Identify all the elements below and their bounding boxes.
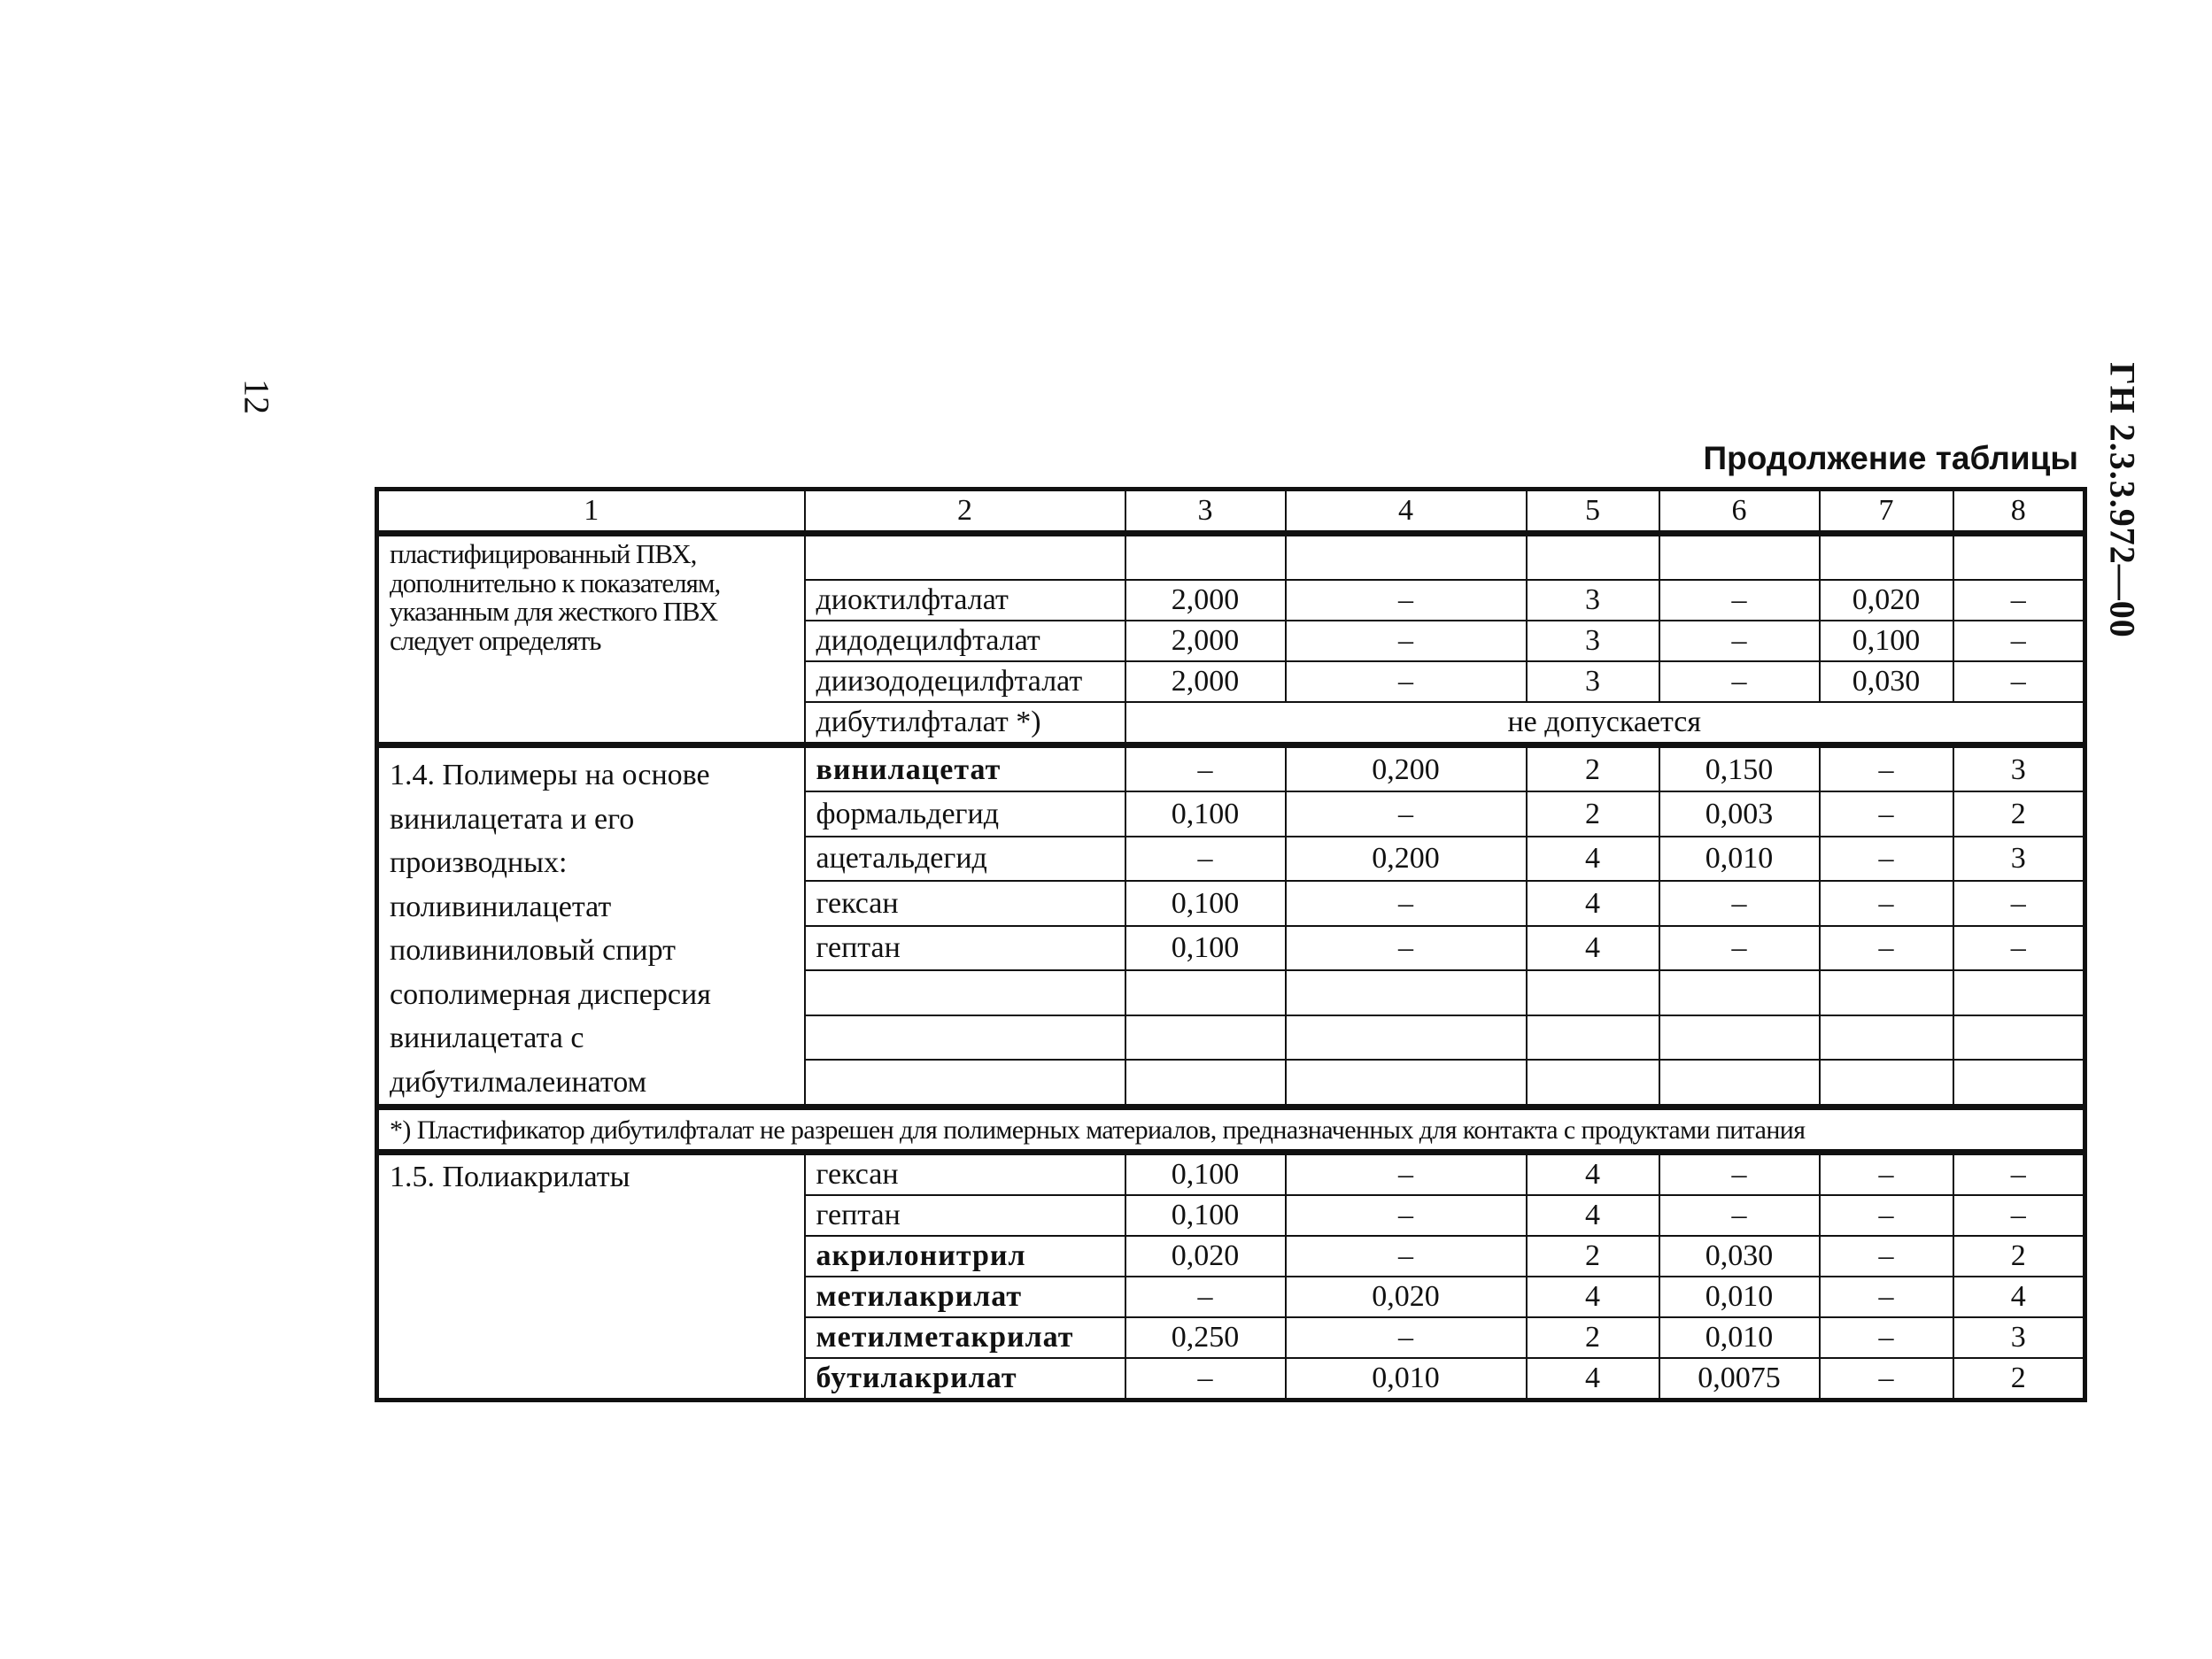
value-cell-c8: 2 [1953, 1358, 2085, 1401]
empty-cell [805, 970, 1125, 1015]
value-cell-c3: 0,100 [1125, 1154, 1286, 1195]
substance-cell: метилакрилат [805, 1277, 1125, 1317]
material-group-cell: 1.5. Полиакрилаты [377, 1154, 805, 1401]
value-cell-c4: 0,020 [1286, 1277, 1527, 1317]
empty-cell [805, 1015, 1125, 1060]
substance-cell: метилметакрилат [805, 1317, 1125, 1358]
substance-cell: дибутилфталат *) [805, 702, 1125, 745]
value-cell-c4: – [1286, 881, 1527, 925]
column-number: 4 [1286, 490, 1527, 533]
substance-cell: акрилонитрил [805, 1236, 1125, 1277]
value-cell-c8: – [1953, 621, 2085, 661]
material-group-line: поливиниловый спирт [390, 934, 676, 967]
empty-cell [1659, 1015, 1820, 1060]
value-cell-c7: 0,100 [1820, 621, 1953, 661]
value-cell-c3: – [1125, 1277, 1286, 1317]
value-cell-c7: – [1820, 837, 1953, 881]
empty-cell [805, 536, 1125, 580]
empty-cell [1286, 536, 1527, 580]
value-cell-c8: 3 [1953, 837, 2085, 881]
value-cell-c7: 0,030 [1820, 661, 1953, 702]
value-cell-c4: – [1286, 1195, 1527, 1236]
table-row [377, 536, 2085, 580]
value-cell-c7: 0,020 [1820, 580, 1953, 621]
value-cell-c5: 4 [1527, 1277, 1659, 1317]
material-group-line: поливинилацетат [390, 890, 612, 923]
value-cell-c6: 0,003 [1659, 791, 1820, 836]
empty-cell [1820, 970, 1953, 1015]
value-cell-c6: 0,010 [1659, 1317, 1820, 1358]
value-cell-c3: 0,250 [1125, 1317, 1286, 1358]
page-number: 12 [236, 379, 277, 414]
empty-cell [1286, 1060, 1527, 1106]
value-cell-c7: – [1820, 1236, 1953, 1277]
substance-cell: гексан [805, 881, 1125, 925]
empty-cell [805, 1060, 1125, 1106]
value-cell-c6: – [1659, 881, 1820, 925]
value-cell-c6: – [1659, 661, 1820, 702]
value-cell-c8: 3 [1953, 1317, 2085, 1358]
empty-cell [1125, 1060, 1286, 1106]
value-cell-c8: 4 [1953, 1277, 2085, 1317]
value-cell-c3: 2,000 [1125, 661, 1286, 702]
value-cell-c4: – [1286, 661, 1527, 702]
value-cell-c4: – [1286, 621, 1527, 661]
value-cell-c3: 2,000 [1125, 580, 1286, 621]
empty-cell [1125, 970, 1286, 1015]
empty-cell [1527, 1060, 1659, 1106]
value-cell-c6: – [1659, 926, 1820, 970]
value-cell-c3: 0,100 [1125, 881, 1286, 925]
value-cell-c5: 2 [1527, 1317, 1659, 1358]
column-number: 1 [377, 490, 805, 533]
value-cell-c4: – [1286, 791, 1527, 836]
value-cell-c8: 2 [1953, 1236, 2085, 1277]
value-cell-c5: 4 [1527, 881, 1659, 925]
value-cell-c4: – [1286, 1317, 1527, 1358]
substance-cell: бутилакрилат [805, 1358, 1125, 1401]
value-cell-c7: – [1820, 747, 1953, 791]
footnote-cell: *) Пластификатор дибутилфталат не разрешен для полимерных материалов, предназначенных для контакта с продуктами питания [377, 1109, 2085, 1152]
value-cell-c7: – [1820, 926, 1953, 970]
value-cell-c5: 4 [1527, 926, 1659, 970]
value-cell-c5: 4 [1527, 837, 1659, 881]
hygiene-standards-table [375, 487, 2087, 1402]
value-cell-c3: 0,020 [1125, 1236, 1286, 1277]
substance-cell: винилацетат [805, 747, 1125, 791]
column-number: 6 [1659, 490, 1820, 533]
value-cell-c8: – [1953, 1195, 2085, 1236]
value-cell-c4: 0,010 [1286, 1358, 1527, 1401]
value-cell-c8: – [1953, 1154, 2085, 1195]
value-cell-c5: 3 [1527, 621, 1659, 661]
value-cell-c6: – [1659, 621, 1820, 661]
empty-cell [1125, 1015, 1286, 1060]
substance-cell: дидодецилфталат [805, 621, 1125, 661]
value-cell-c6: 0,150 [1659, 747, 1820, 791]
empty-cell [1953, 536, 2085, 580]
empty-cell [1953, 1060, 2085, 1106]
value-cell-c4: 0,200 [1286, 837, 1527, 881]
material-group-line: сополимерная дисперсия [390, 977, 711, 1011]
material-group-line: винилацетата и его [390, 802, 635, 836]
value-cell-c3: 0,100 [1125, 791, 1286, 836]
document-code: ГН 2.3.3.972—00 [2102, 362, 2143, 638]
value-cell-c3: 0,100 [1125, 926, 1286, 970]
value-cell-c5: 4 [1527, 1358, 1659, 1401]
value-cell-c5: 2 [1527, 791, 1659, 836]
substance-cell: гексан [805, 1154, 1125, 1195]
empty-cell [1527, 536, 1659, 580]
empty-cell [1286, 1015, 1527, 1060]
value-cell-c7: – [1820, 1195, 1953, 1236]
value-cell-c8: – [1953, 881, 2085, 925]
value-cell-c3: – [1125, 1358, 1286, 1401]
value-cell-c4: – [1286, 926, 1527, 970]
value-cell-c5: 4 [1527, 1154, 1659, 1195]
value-cell-c7: – [1820, 1154, 1953, 1195]
value-cell-c3: – [1125, 747, 1286, 791]
empty-cell [1125, 536, 1286, 580]
column-number-row [377, 490, 2085, 533]
column-number: 7 [1820, 490, 1953, 533]
value-cell-c5: 2 [1527, 1236, 1659, 1277]
footnote-row [377, 1109, 2085, 1152]
value-cell-c8: 3 [1953, 747, 2085, 791]
value-cell-c3: 2,000 [1125, 621, 1286, 661]
value-cell-c6: – [1659, 1195, 1820, 1236]
value-cell-c6: 0,010 [1659, 1277, 1820, 1317]
empty-cell [1820, 1060, 1953, 1106]
value-cell-c5: 3 [1527, 580, 1659, 621]
empty-cell [1527, 970, 1659, 1015]
value-cell-c6: 0,0075 [1659, 1358, 1820, 1401]
value-cell-c7: – [1820, 791, 1953, 836]
value-cell-c6: 0,010 [1659, 837, 1820, 881]
value-cell-c6: 0,030 [1659, 1236, 1820, 1277]
value-cell-c5: 3 [1527, 661, 1659, 702]
value-cell-c4: – [1286, 1154, 1527, 1195]
empty-cell [1820, 1015, 1953, 1060]
value-cell-c8: – [1953, 580, 2085, 621]
material-group-line: дибутилмалеинатом [390, 1065, 647, 1099]
value-cell-c7: – [1820, 1358, 1953, 1401]
value-cell-c8: 2 [1953, 791, 2085, 836]
material-group-cell: пластифицированный ПВХ, дополнительно к показателям, указанным для жесткого ПВХ следует определять [377, 536, 805, 745]
empty-cell [1820, 536, 1953, 580]
material-group-cell [377, 747, 805, 1107]
value-cell-c8: – [1953, 661, 2085, 702]
value-cell-c7: – [1820, 881, 1953, 925]
substance-cell: гептан [805, 1195, 1125, 1236]
empty-cell [1659, 970, 1820, 1015]
value-cell-c7: – [1820, 1277, 1953, 1317]
value-cell-c3: – [1125, 837, 1286, 881]
table-row [377, 747, 2085, 791]
substance-cell: формальдегид [805, 791, 1125, 836]
table-continuation-label: Продолжение таблицы [1703, 440, 2078, 476]
column-number: 5 [1527, 490, 1659, 533]
column-number: 2 [805, 490, 1125, 533]
empty-cell [1659, 536, 1820, 580]
not-permitted-cell: не допускается [1125, 702, 2085, 745]
empty-cell [1659, 1060, 1820, 1106]
substance-cell: диизододецилфталат [805, 661, 1125, 702]
substance-cell: гептан [805, 926, 1125, 970]
value-cell-c7: – [1820, 1317, 1953, 1358]
column-number: 8 [1953, 490, 2085, 533]
value-cell-c4: – [1286, 580, 1527, 621]
material-group-line: винилацетата с [390, 1022, 584, 1054]
value-cell-c4: – [1286, 1236, 1527, 1277]
value-cell-c8: – [1953, 926, 2085, 970]
empty-cell [1953, 1015, 2085, 1060]
value-cell-c3: 0,100 [1125, 1195, 1286, 1236]
substance-cell: диоктилфталат [805, 580, 1125, 621]
value-cell-c5: 2 [1527, 747, 1659, 791]
empty-cell [1953, 970, 2085, 1015]
substance-cell: ацетальдегид [805, 837, 1125, 881]
material-group-line: 1.4. Полимеры на основе [390, 759, 710, 791]
table-row [377, 1154, 2085, 1195]
empty-cell [1286, 970, 1527, 1015]
value-cell-c6: – [1659, 1154, 1820, 1195]
value-cell-c5: 4 [1527, 1195, 1659, 1236]
empty-cell [1527, 1015, 1659, 1060]
value-cell-c4: 0,200 [1286, 747, 1527, 791]
material-group-line: производных: [390, 846, 568, 879]
column-number: 3 [1125, 490, 1286, 533]
value-cell-c6: – [1659, 580, 1820, 621]
